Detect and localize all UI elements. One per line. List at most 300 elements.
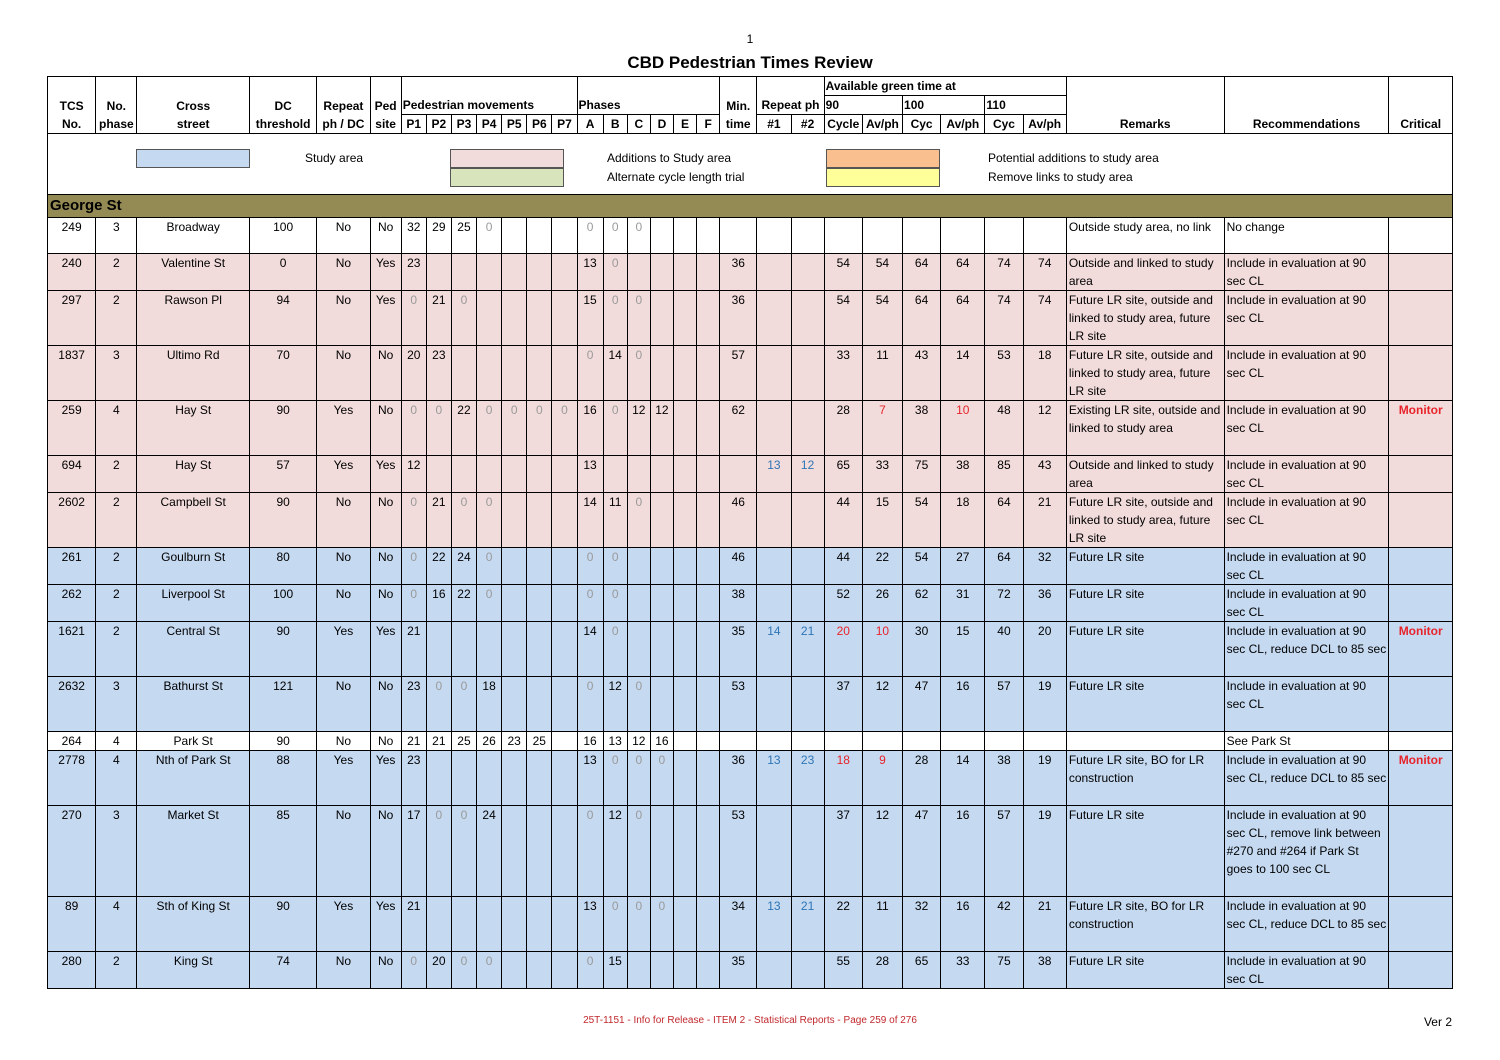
ped-movement-cell: 23 xyxy=(401,254,426,291)
phase-cell: 0 xyxy=(577,677,603,732)
phase-cell: 0 xyxy=(603,548,627,585)
green-time-cell: 15 xyxy=(941,622,985,677)
repeat-ph-1-cell xyxy=(757,346,791,401)
green-time-cell: 55 xyxy=(824,952,862,989)
phase-cell: 12 xyxy=(603,806,627,897)
green-time-cell: 30 xyxy=(903,622,941,677)
remarks-cell: Future LR site xyxy=(1066,806,1224,897)
green-time-cell: 7 xyxy=(862,401,902,456)
green-time-cell: 33 xyxy=(862,456,902,493)
phase-cell: 16 xyxy=(577,401,603,456)
phase-cell xyxy=(697,952,720,989)
phase-cell xyxy=(697,548,720,585)
tcs-cell: 2602 xyxy=(48,493,96,548)
p2-header: P2 xyxy=(426,115,451,134)
cross-street-cell: Valentine St xyxy=(137,254,250,291)
legend-spacer-row xyxy=(48,134,1453,195)
cross-street-cell: Liverpool St xyxy=(137,585,250,622)
ped-movement-cell xyxy=(527,622,552,677)
green-time-cell: 33 xyxy=(824,346,862,401)
green-time-cell: 16 xyxy=(941,897,985,952)
phase-cell: 0 xyxy=(603,401,627,456)
cross-street-cell: Broadway xyxy=(137,218,250,254)
available-green-header: Available green time at xyxy=(824,77,1066,96)
min-time-cell: 35 xyxy=(720,952,757,989)
footer-text: 25T-1151 - Info for Release - ITEM 2 - Statistical Reports - Page 259 of 276 xyxy=(583,1015,917,1026)
dc-threshold-cell: 57 xyxy=(249,456,316,493)
green-time-cell: 31 xyxy=(941,585,985,622)
green-time-cell: 21 xyxy=(1023,493,1066,548)
ped-movement-cell xyxy=(451,254,476,291)
nphase-cell: 2 xyxy=(96,456,137,493)
nphase-cell: 3 xyxy=(96,218,137,254)
cross-street-cell: Bathurst St xyxy=(137,677,250,732)
phase-cell xyxy=(673,493,696,548)
green-time-cell: 74 xyxy=(985,291,1023,346)
critical-cell: Monitor xyxy=(1389,622,1453,677)
green-time-cell: 75 xyxy=(985,952,1023,989)
phase-cell xyxy=(650,622,673,677)
phase-cell xyxy=(673,254,696,291)
repeat-ph-2-cell xyxy=(791,585,824,622)
nphase-cell: 2 xyxy=(96,622,137,677)
phase-cell: 0 xyxy=(603,254,627,291)
cross-street-cell: Sth of King St xyxy=(137,897,250,952)
dc-threshold-cell: 90 xyxy=(249,732,316,751)
green-time-cell: 64 xyxy=(941,291,985,346)
table-row xyxy=(48,622,1453,677)
recommendation-cell: Include in evaluation at 90 sec CL xyxy=(1224,493,1389,548)
ped-movement-cell xyxy=(552,751,577,806)
p4-header: P4 xyxy=(477,115,502,134)
ped-site-cell: No xyxy=(370,548,401,585)
dc-threshold-cell: 74 xyxy=(249,952,316,989)
repeat-ph-1-cell xyxy=(757,218,791,254)
legend-label-additions: Additions to Study area xyxy=(607,151,732,165)
ped-movement-cell xyxy=(502,493,527,548)
green-time-cell: 10 xyxy=(941,401,985,456)
nphase-cell: 2 xyxy=(96,291,137,346)
nphase-cell: 4 xyxy=(96,751,137,806)
table-row xyxy=(48,585,1453,622)
tcs-cell: 249 xyxy=(48,218,96,254)
ped-site-cell: Yes xyxy=(370,622,401,677)
recommendation-cell: Include in evaluation at 90 sec CL, reduce DCL to 85 sec xyxy=(1224,751,1389,806)
ped-movement-cell xyxy=(502,548,527,585)
table-row xyxy=(48,493,1453,548)
repeat-ph-1-cell xyxy=(757,401,791,456)
legend-swatch-additions xyxy=(450,149,564,168)
phase-cell xyxy=(673,401,696,456)
ped-movement-cell: 18 xyxy=(477,677,502,732)
dc-threshold-cell: 94 xyxy=(249,291,316,346)
dc-threshold-cell: 85 xyxy=(249,806,316,897)
ped-movement-cell xyxy=(527,456,552,493)
min-time-cell: 36 xyxy=(720,751,757,806)
ped-movement-cell: 0 xyxy=(451,291,476,346)
nphase-cell: 3 xyxy=(96,677,137,732)
ped-movement-cell xyxy=(527,493,552,548)
ped-movement-cell xyxy=(502,952,527,989)
green-time-cell xyxy=(1023,732,1066,751)
ped-movement-cell: 21 xyxy=(401,897,426,952)
green-time-cell xyxy=(985,732,1023,751)
remarks-cell: Future LR site, outside and linked to study area, future LR site xyxy=(1066,346,1224,401)
p3-header: P3 xyxy=(451,115,476,134)
ped-movement-cell xyxy=(426,456,451,493)
ped-movement-cell: 0 xyxy=(527,401,552,456)
ped-movement-cell xyxy=(527,218,552,254)
phase-cell xyxy=(650,493,673,548)
ped-movement-cell xyxy=(552,456,577,493)
ped-site-cell: No xyxy=(370,493,401,548)
p7-header: P7 xyxy=(552,115,577,134)
phase-cell xyxy=(650,346,673,401)
ped-movement-cell: 20 xyxy=(426,952,451,989)
pedestrian-times-table xyxy=(47,76,1453,989)
ped-movement-cell: 16 xyxy=(426,585,451,622)
min-time-cell xyxy=(720,456,757,493)
ped-movement-cell: 0 xyxy=(451,677,476,732)
green-time-cell xyxy=(941,218,985,254)
ped-movement-cell xyxy=(477,346,502,401)
remarks-cell: Future LR site, BO for LR construction xyxy=(1066,751,1224,806)
green-time-cell: 65 xyxy=(824,456,862,493)
tcs-cell: 89 xyxy=(48,897,96,952)
ped-movement-cell: 17 xyxy=(401,806,426,897)
ped-movement-cell: 12 xyxy=(401,456,426,493)
ped-site-cell: Yes xyxy=(370,291,401,346)
ped-movement-cell xyxy=(502,806,527,897)
table-row xyxy=(48,346,1453,401)
ped-movement-cell xyxy=(552,952,577,989)
ped-movement-cell xyxy=(502,254,527,291)
recommendation-cell: Include in evaluation at 90 sec CL xyxy=(1224,291,1389,346)
green-time-cell: 10 xyxy=(862,622,902,677)
ped-movement-cell xyxy=(477,456,502,493)
nphase-cell: 2 xyxy=(96,254,137,291)
phase-cell xyxy=(650,456,673,493)
ped-movement-cell xyxy=(502,585,527,622)
phase-e-header: E xyxy=(673,115,696,134)
ped-movement-cell xyxy=(552,291,577,346)
green-time-cell: 38 xyxy=(1023,952,1066,989)
green-time-cell: 12 xyxy=(862,677,902,732)
repeat-ph-1-cell xyxy=(757,493,791,548)
ped-movement-cell: 0 xyxy=(401,493,426,548)
ped-movement-cell: 0 xyxy=(552,401,577,456)
dc-threshold-cell: 121 xyxy=(249,677,316,732)
ped-movement-cell xyxy=(477,897,502,952)
green-time-cell: 54 xyxy=(862,291,902,346)
phase-cell: 13 xyxy=(577,897,603,952)
phase-cell: 0 xyxy=(627,493,650,548)
tcs-cell: 2778 xyxy=(48,751,96,806)
phase-cell xyxy=(697,346,720,401)
ped-site-cell: No xyxy=(370,585,401,622)
phase-cell xyxy=(650,254,673,291)
phase-d-header: D xyxy=(650,115,673,134)
cycle-110-cyc-header: Cyc xyxy=(985,115,1023,134)
phase-cell: 12 xyxy=(650,401,673,456)
phase-cell xyxy=(627,548,650,585)
green-time-cell: 64 xyxy=(903,254,941,291)
green-time-cell: 21 xyxy=(1023,897,1066,952)
table-row xyxy=(48,254,1453,291)
ped-movement-cell xyxy=(477,291,502,346)
dc-threshold-cell: 90 xyxy=(249,401,316,456)
recommendation-cell: Include in evaluation at 90 sec CL xyxy=(1224,585,1389,622)
tcs-header: TCS xyxy=(48,96,96,115)
green-time-cell: 64 xyxy=(985,548,1023,585)
green-time-cell: 54 xyxy=(824,254,862,291)
ped-movement-cell xyxy=(552,732,577,751)
ped-movements-header: Pedestrian movements xyxy=(401,96,577,115)
green-time-cell: 37 xyxy=(824,806,862,897)
ped-movement-cell: 0 xyxy=(477,218,502,254)
critical-cell xyxy=(1389,548,1453,585)
table-row xyxy=(48,751,1453,806)
green-time-cell: 33 xyxy=(941,952,985,989)
page-number: 1 xyxy=(746,32,754,46)
p5-header: P5 xyxy=(502,115,527,134)
critical-cell xyxy=(1389,806,1453,897)
nphase-cell: 3 xyxy=(96,346,137,401)
ped-movement-cell: 24 xyxy=(477,806,502,897)
phase-cell: 0 xyxy=(603,585,627,622)
remarks-cell: Outside and linked to study area xyxy=(1066,456,1224,493)
cross-street-cell: Park St xyxy=(137,732,250,751)
phase-cell: 11 xyxy=(603,493,627,548)
table-row xyxy=(48,952,1453,989)
green-time-cell: 54 xyxy=(903,493,941,548)
cross-street-cell: Rawson Pl xyxy=(137,291,250,346)
ped-site-cell: No xyxy=(370,401,401,456)
green-time-cell: 62 xyxy=(903,585,941,622)
remarks-header: Remarks xyxy=(1066,115,1224,134)
ped-movement-cell xyxy=(527,952,552,989)
recommendation-cell: Include in evaluation at 90 sec CL xyxy=(1224,346,1389,401)
tcs-cell: 261 xyxy=(48,548,96,585)
phase-cell xyxy=(650,291,673,346)
ped-movement-cell: 21 xyxy=(426,493,451,548)
phase-cell xyxy=(673,751,696,806)
green-time-cell: 65 xyxy=(903,952,941,989)
recommendation-cell: No change xyxy=(1224,218,1389,254)
cycle-100-header: 100 xyxy=(903,96,985,115)
green-time-cell: 18 xyxy=(941,493,985,548)
ped-movement-cell xyxy=(502,751,527,806)
ped-movement-cell xyxy=(527,346,552,401)
ped-movement-cell: 0 xyxy=(426,677,451,732)
phase-cell xyxy=(673,952,696,989)
green-time-cell: 19 xyxy=(1023,677,1066,732)
green-time-cell: 54 xyxy=(903,548,941,585)
phase-cell: 0 xyxy=(627,806,650,897)
ped-movement-cell xyxy=(527,751,552,806)
table-row xyxy=(48,456,1453,493)
phase-cell xyxy=(673,732,696,751)
phase-cell xyxy=(627,254,650,291)
tcs-cell: 1837 xyxy=(48,346,96,401)
green-time-cell xyxy=(824,218,862,254)
phase-cell: 0 xyxy=(627,677,650,732)
phase-cell xyxy=(697,493,720,548)
nphase-header-2: phase xyxy=(96,115,137,134)
dc-threshold-cell: 90 xyxy=(249,493,316,548)
green-time-cell: 74 xyxy=(985,254,1023,291)
repeat-cell: No xyxy=(317,677,370,732)
phase-cell xyxy=(697,291,720,346)
ped-movement-cell: 25 xyxy=(527,732,552,751)
phase-cell xyxy=(650,585,673,622)
cross-street-cell: Nth of Park St xyxy=(137,751,250,806)
green-time-cell: 28 xyxy=(824,401,862,456)
phase-cell xyxy=(697,254,720,291)
ped-movement-cell: 0 xyxy=(477,493,502,548)
cycle-110-avph-header: Av/ph xyxy=(1023,115,1066,134)
green-time-cell: 38 xyxy=(903,401,941,456)
table-row xyxy=(48,548,1453,585)
phase-cell xyxy=(697,622,720,677)
remarks-cell: Outside study area, no link xyxy=(1066,218,1224,254)
phase-cell: 0 xyxy=(577,806,603,897)
remarks-cell: Outside and linked to study area xyxy=(1066,254,1224,291)
phase-cell xyxy=(627,585,650,622)
green-time-cell: 85 xyxy=(985,456,1023,493)
green-time-cell xyxy=(903,218,941,254)
ped-movement-cell xyxy=(552,346,577,401)
ped-site-cell: No xyxy=(370,218,401,254)
green-time-cell: 12 xyxy=(1023,401,1066,456)
ped-movement-cell xyxy=(552,254,577,291)
tcs-cell: 694 xyxy=(48,456,96,493)
ped-movement-cell xyxy=(552,622,577,677)
critical-cell xyxy=(1389,291,1453,346)
green-time-cell: 44 xyxy=(824,493,862,548)
ped-movement-cell xyxy=(552,677,577,732)
phase-cell: 0 xyxy=(603,622,627,677)
dc-threshold-cell: 90 xyxy=(249,897,316,952)
repeat-ph-2-cell xyxy=(791,732,824,751)
tcs-cell: 280 xyxy=(48,952,96,989)
recommendation-cell: Include in evaluation at 90 sec CL xyxy=(1224,952,1389,989)
green-time-cell xyxy=(862,218,902,254)
repeat-ph-2-cell xyxy=(791,291,824,346)
repeat-ph-1-cell xyxy=(757,585,791,622)
remarks-cell: Existing LR site, outside and linked to study area xyxy=(1066,401,1224,456)
repeat-2-header: #2 xyxy=(791,115,824,134)
ped-movement-cell xyxy=(502,622,527,677)
min-time-cell xyxy=(720,218,757,254)
repeat-ph-2-cell xyxy=(791,493,824,548)
repeat-1-header: #1 xyxy=(757,115,791,134)
nphase-cell: 2 xyxy=(96,952,137,989)
repeat-cell: No xyxy=(317,493,370,548)
repeat-ph-2-cell xyxy=(791,346,824,401)
ped-movement-cell xyxy=(426,897,451,952)
remarks-cell: Future LR site, BO for LR construction xyxy=(1066,897,1224,952)
repeat-ph-1-cell xyxy=(757,677,791,732)
phase-cell: 0 xyxy=(603,291,627,346)
phase-cell xyxy=(627,456,650,493)
ped-movement-cell xyxy=(426,751,451,806)
ped-movement-cell: 23 xyxy=(401,677,426,732)
dc-threshold-cell: 88 xyxy=(249,751,316,806)
phase-cell: 0 xyxy=(577,585,603,622)
critical-cell xyxy=(1389,456,1453,493)
green-time-cell: 32 xyxy=(1023,548,1066,585)
p1-header: P1 xyxy=(401,115,426,134)
repeat-ph-1-cell xyxy=(757,952,791,989)
table-row xyxy=(48,291,1453,346)
min-time-cell: 53 xyxy=(720,806,757,897)
recommendation-cell: Include in evaluation at 90 sec CL xyxy=(1224,548,1389,585)
ped-movement-cell xyxy=(502,218,527,254)
tcs-cell: 259 xyxy=(48,401,96,456)
repeat-ph-2-cell: 21 xyxy=(791,622,824,677)
tcs-cell: 2632 xyxy=(48,677,96,732)
critical-cell xyxy=(1389,952,1453,989)
cross-street-cell: Market St xyxy=(137,806,250,897)
green-time-cell: 54 xyxy=(824,291,862,346)
green-time-cell xyxy=(985,218,1023,254)
legend-label-alternate: Alternate cycle length trial xyxy=(607,170,745,184)
remarks-cell: Future LR site xyxy=(1066,585,1224,622)
repeat-cell: No xyxy=(317,254,370,291)
repeat-ph-1-cell xyxy=(757,291,791,346)
nphase-cell: 4 xyxy=(96,897,137,952)
ped-site-header-2: site xyxy=(370,115,401,134)
ped-movement-cell: 0 xyxy=(451,806,476,897)
repeat-ph-2-cell xyxy=(791,952,824,989)
phase-cell xyxy=(697,585,720,622)
repeat-header-2: ph / DC xyxy=(317,115,370,134)
phase-cell: 14 xyxy=(577,622,603,677)
ped-movement-cell: 25 xyxy=(451,732,476,751)
green-time-cell: 19 xyxy=(1023,751,1066,806)
critical-cell xyxy=(1389,346,1453,401)
min-time-cell: 36 xyxy=(720,254,757,291)
recommendation-cell: Include in evaluation at 90 sec CL xyxy=(1224,401,1389,456)
ped-movement-cell: 0 xyxy=(401,291,426,346)
min-time-cell xyxy=(720,732,757,751)
phase-cell xyxy=(650,806,673,897)
ped-site-cell: No xyxy=(370,952,401,989)
green-time-cell: 74 xyxy=(1023,254,1066,291)
recommendation-cell: Include in evaluation at 90 sec CL, reduce DCL to 85 sec xyxy=(1224,622,1389,677)
recommendation-cell: Include in evaluation at 90 sec CL xyxy=(1224,254,1389,291)
ped-movement-cell xyxy=(527,677,552,732)
dc-threshold-header: DC xyxy=(249,96,316,115)
phase-cell xyxy=(673,585,696,622)
green-time-cell: 38 xyxy=(941,456,985,493)
ped-movement-cell: 0 xyxy=(502,401,527,456)
phase-cell xyxy=(673,897,696,952)
green-time-cell: 47 xyxy=(903,806,941,897)
critical-cell: Monitor xyxy=(1389,751,1453,806)
phase-cell: 0 xyxy=(627,346,650,401)
legend-label-remove: Remove links to study area xyxy=(988,170,1133,184)
phases-header: Phases xyxy=(577,96,720,115)
page-title: CBD Pedestrian Times Review xyxy=(627,53,873,72)
header-row-1 xyxy=(48,77,1453,96)
repeat-cell: No xyxy=(317,548,370,585)
min-time-cell: 34 xyxy=(720,897,757,952)
green-time-cell: 19 xyxy=(1023,806,1066,897)
phase-cell: 14 xyxy=(577,493,603,548)
tcs-cell: 262 xyxy=(48,585,96,622)
